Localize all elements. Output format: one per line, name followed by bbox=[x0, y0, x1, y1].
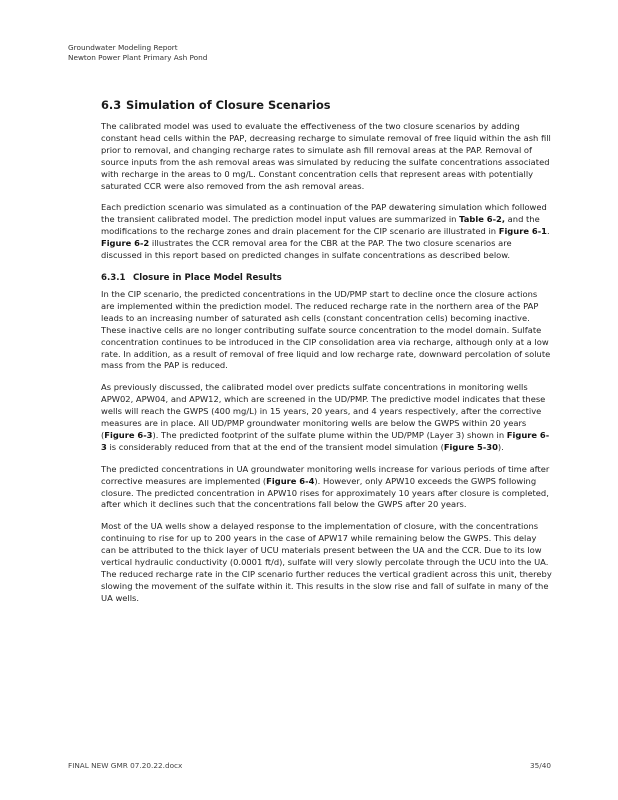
body-content bbox=[101, 98, 553, 615]
figure-reference: Figure 6-2 bbox=[101, 238, 150, 249]
header-site-name: Newton Power Plant Primary Ash Pond bbox=[68, 53, 208, 62]
text-run: As previously discussed, the calibrated model over predicts sulfate concentrations in monitoring wells APW02, APW04, and APW12, which are screened in the UD/PMP. The predictive model indicates that these wells will reach the GWPS (400 mg/L) in 15 years, 20 years, and 4 years respectively, after the corrective measures are in place. All UD/PMP groundwater monitoring wells are below the GWPS within 20 years ( bbox=[101, 382, 546, 440]
figure-reference: Figure 6-4 bbox=[266, 475, 315, 486]
text-run: ). However, only APW10 exceeds the GWPS following closure. The predicted concentration in APW10 rises for approximately 10 years after closure is completed, after which it declines such that the concentrations fall below the GWPS after 20 years. bbox=[101, 475, 549, 510]
footer-filename: FINAL NEW GMR 07.20.22.docx bbox=[68, 761, 183, 770]
text-run: ). The predicted footprint of the sulfate plume within the UD/PMP (Layer 3) shown in bbox=[152, 429, 507, 440]
figure-reference: Figure 6-3 bbox=[101, 429, 550, 452]
text-run: illustrates the CCR removal area for the CBR at the PAP. The two closure scenarios are discussed in this report based on predicted changes in sulfate concentrations as described below. bbox=[101, 238, 512, 261]
figure-reference: Figure 5-30 bbox=[443, 441, 498, 452]
subsection-heading bbox=[101, 272, 553, 284]
paragraph-1: The calibrated model was used to evaluate the effectiveness of the two closure scenarios by adding constant head cells within the PAP, decreasing recharge to simulate removal of free liquid within the ash fill prior to removal, and changing recharge rates to simulate ash fill removal areas at the PAP. Removal of source inputs from the ash removal areas was simulated by reducing the sulfate concentrations associated with recharge in the areas to 0 mg/L. Constant concentration cells that represent areas with potentially saturated CCR were also removed from the ash removal areas. bbox=[101, 121, 551, 191]
paragraph-2 bbox=[101, 202, 553, 262]
figure-reference: Figure 6-1 bbox=[498, 226, 547, 237]
text-run: and the modifications to the recharge zones and drain placement for the CIP scenario are illustrated in bbox=[101, 214, 540, 237]
section-title: Simulation of Closure Scenarios bbox=[126, 98, 331, 112]
table-reference: Table 6-2, bbox=[459, 214, 506, 225]
figure-reference: Figure 6-3 bbox=[104, 429, 153, 440]
paragraph-3: In the CIP scenario, the predicted concentrations in the UD/PMP start to decline once the closure actions are implemented within the prediction model. The reduced recharge rate in the northern area of the PAP leads to an increasing number of saturated ash cells (constant concentration cells) becoming inactive. These inactive cells are no longer contributing sulfate source concentration to the model domain. Sulfate concentration continues to be introduced in the CIP consolidation area via recharge, although only at a low rate. In addition, as a result of removal of free liquid and low recharge rate, downward percolation of solute mass from the PAP is reduced. bbox=[101, 288, 551, 371]
paragraph-5 bbox=[101, 464, 553, 512]
section-heading bbox=[101, 98, 553, 112]
text-run: . bbox=[546, 226, 550, 237]
text-run: ). bbox=[497, 441, 504, 452]
subsection-number: 6.3.1 bbox=[101, 272, 126, 283]
section-number: 6.3 bbox=[101, 98, 122, 112]
subsection-title: Closure in Place Model Results bbox=[133, 272, 282, 283]
text-run: The predicted concentrations in UA groundwater monitoring wells increase for various periods of time after corrective measures are implemented ( bbox=[101, 463, 550, 486]
text-run: is considerably reduced from that at the end of the transient model simulation ( bbox=[106, 441, 444, 452]
header-report-title: Groundwater Modeling Report bbox=[68, 43, 178, 52]
text-run: Each prediction scenario was simulated as a continuation of the PAP dewatering simulation which followed the transient calibrated model. The prediction model input values are summarized in bbox=[101, 202, 547, 225]
paragraph-4 bbox=[101, 382, 553, 453]
running-header bbox=[68, 43, 207, 63]
page-number: 35/40 bbox=[529, 761, 551, 770]
paragraph-6: Most of the UA wells show a delayed response to the implementation of closure, with the concentrations continuing to rise for up to 200 years in the case of APW17 while remaining below the GWPS. This delay can be attributed to the thick layer of UCU materials present between the UA and the CCR. Due to its low vertical hydraulic conductivity (0.0001 ft/d), sulfate will very slowly percolate through the UCU into the UA. The reduced recharge rate in the CIP scenario further reduces the vertical gradient across this unit, thereby slowing the movement of the sulfate within it. This results in the slow rise and fall of sulfate in many of the UA wells. bbox=[101, 521, 552, 603]
